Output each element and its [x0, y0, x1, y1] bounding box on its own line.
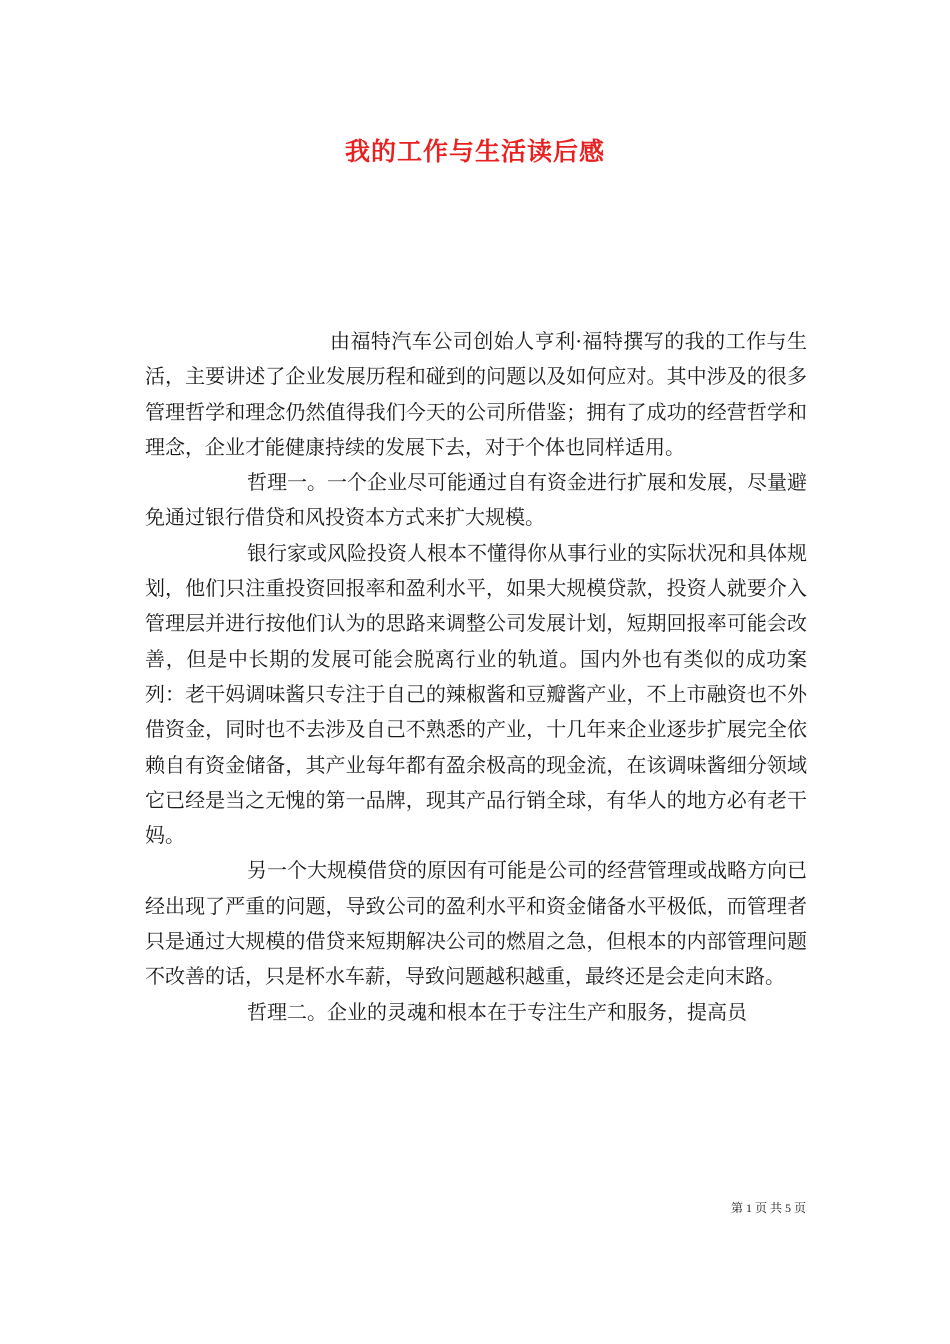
document-title: 我的工作与生活读后感	[344, 137, 605, 166]
document-body	[145, 324, 807, 1030]
paragraph-principle-two: 哲理二。企业的灵魂和根本在于专注生产和服务，提高员	[247, 999, 747, 1024]
paragraph-principle-one: 哲理一。一个企业尽可能通过自有资金进行扩展和发展，尽量避免通过银行借贷和风投资本方式来扩大规模。	[145, 470, 807, 530]
paragraph-intro: 由福特汽车公司创始人亨利·福特撰写的我的工作与生活，主要讲述了企业发展历程和碰到的问题以及如何应对。其中涉及的很多管理哲学和理念仍然值得我们今天的公司所借鉴；拥有了成功的经营哲学和理念，企业才能健康持续的发展下去，对于个体也同样适用。	[145, 329, 807, 459]
paragraph-bankers: 银行家或风险投资人根本不懂得你从事行业的实际状况和具体规划，他们只注重投资回报率和盈利水平，如果大规模贷款，投资人就要介入管理层并进行按他们认为的思路来调整公司发展计划，短期回报率可能会改善，但是中长期的发展可能会脱离行业的轨道。国内外也有类似的成功案列：老干妈调味酱只专注于自己的辣椒酱和豆瓣酱产业，不上市融资也不外借资金，同时也不去涉及自己不熟悉的产业，十几年来企业逐步扩展完全依赖自有资金储备，其产业每年都有盈余极高的现金流，在该调味酱细分领域它已经是当之无愧的第一品牌，现其产品行销全球，有华人的地方必有老干妈。	[145, 540, 807, 848]
paragraph-borrowing: 另一个大规模借贷的原因有可能是公司的经营管理或战略方向已经出现了严重的问题，导致公司的盈利水平和资金储备水平极低，而管理者只是通过大规模的借贷来短期解决公司的燃眉之急，但根本的内部管理问题不改善的话，只是杯水车薪，导致问题越积越重，最终还是会走向末路。	[145, 858, 807, 989]
page-number-footer: 第 1 页 共 5 页	[730, 1201, 806, 1215]
